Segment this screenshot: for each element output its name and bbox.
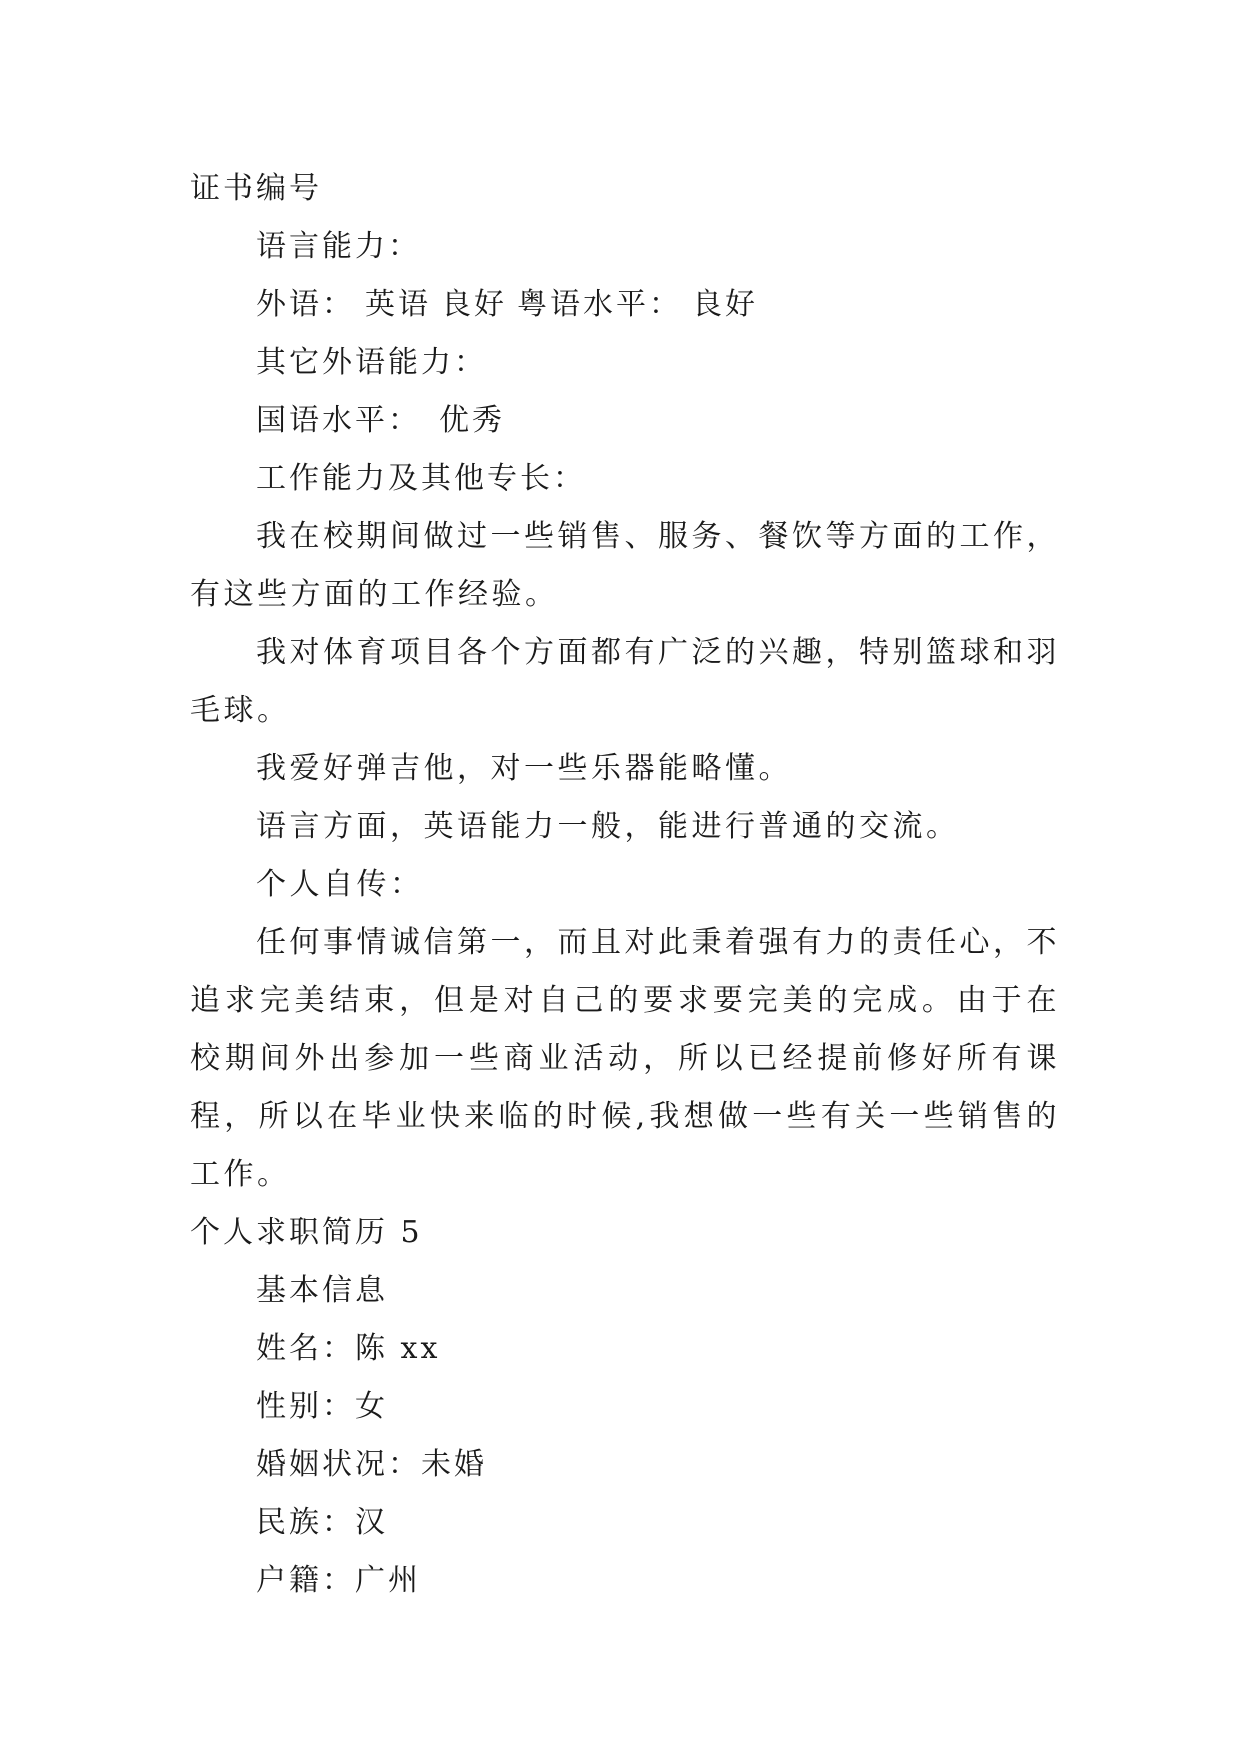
marital-field: 婚姻状况：未婚 (256, 1447, 487, 1482)
foreign-lang: 英语 (365, 287, 431, 322)
paragraph-self-intro: 任何事情诚信第一，而且对此秉着强有力的责任心，不追求完美结束，但是对自己的要求要完美的完成。由于在校期间外出参加一些商业活动，所以已经提前修好所有课程，所以在毕业快来临的时候,我想做一些有关一些销售的工作。 (190, 925, 1060, 1192)
language-ability-heading: 语言能力： (256, 229, 421, 264)
document-page (190, 160, 1060, 1610)
household-field: 户籍：广州 (256, 1563, 421, 1598)
foreign-level: 良好 (441, 287, 507, 322)
cantonese-label: 粤语水平： (517, 287, 682, 322)
mandarin-line (190, 392, 1060, 450)
paragraph-sports: 我对体育项目各个方面都有广泛的兴趣，特别篮球和羽毛球。 (190, 635, 1060, 728)
gender-field: 性别：女 (256, 1389, 388, 1424)
resume-title: 个人求职简历 5 (190, 1215, 423, 1250)
paragraph-language: 语言方面，英语能力一般，能进行普通的交流。 (256, 809, 960, 844)
work-ability-heading: 工作能力及其他专长： (256, 461, 586, 496)
other-foreign-line: 其它外语能力： (256, 345, 487, 380)
cantonese-level: 良好 (692, 287, 758, 322)
basic-info-heading: 基本信息 (256, 1273, 388, 1308)
name-field: 姓名：陈 xx (256, 1331, 441, 1366)
paragraph-work-experience: 我在校期间做过一些销售、服务、餐饮等方面的工作，有这些方面的工作经验。 (190, 519, 1060, 612)
foreign-language-line (190, 276, 1060, 334)
ethnicity-field: 民族：汉 (256, 1505, 388, 1540)
mandarin-label: 国语水平： (256, 403, 421, 438)
paragraph-guitar: 我爱好弹吉他，对一些乐器能略懂。 (256, 751, 792, 786)
self-intro-heading: 个人自传： (256, 867, 424, 902)
cert-number-line: 证书编号 (190, 171, 322, 206)
foreign-label: 外语： (256, 287, 355, 322)
mandarin-level: 优秀 (439, 403, 505, 438)
